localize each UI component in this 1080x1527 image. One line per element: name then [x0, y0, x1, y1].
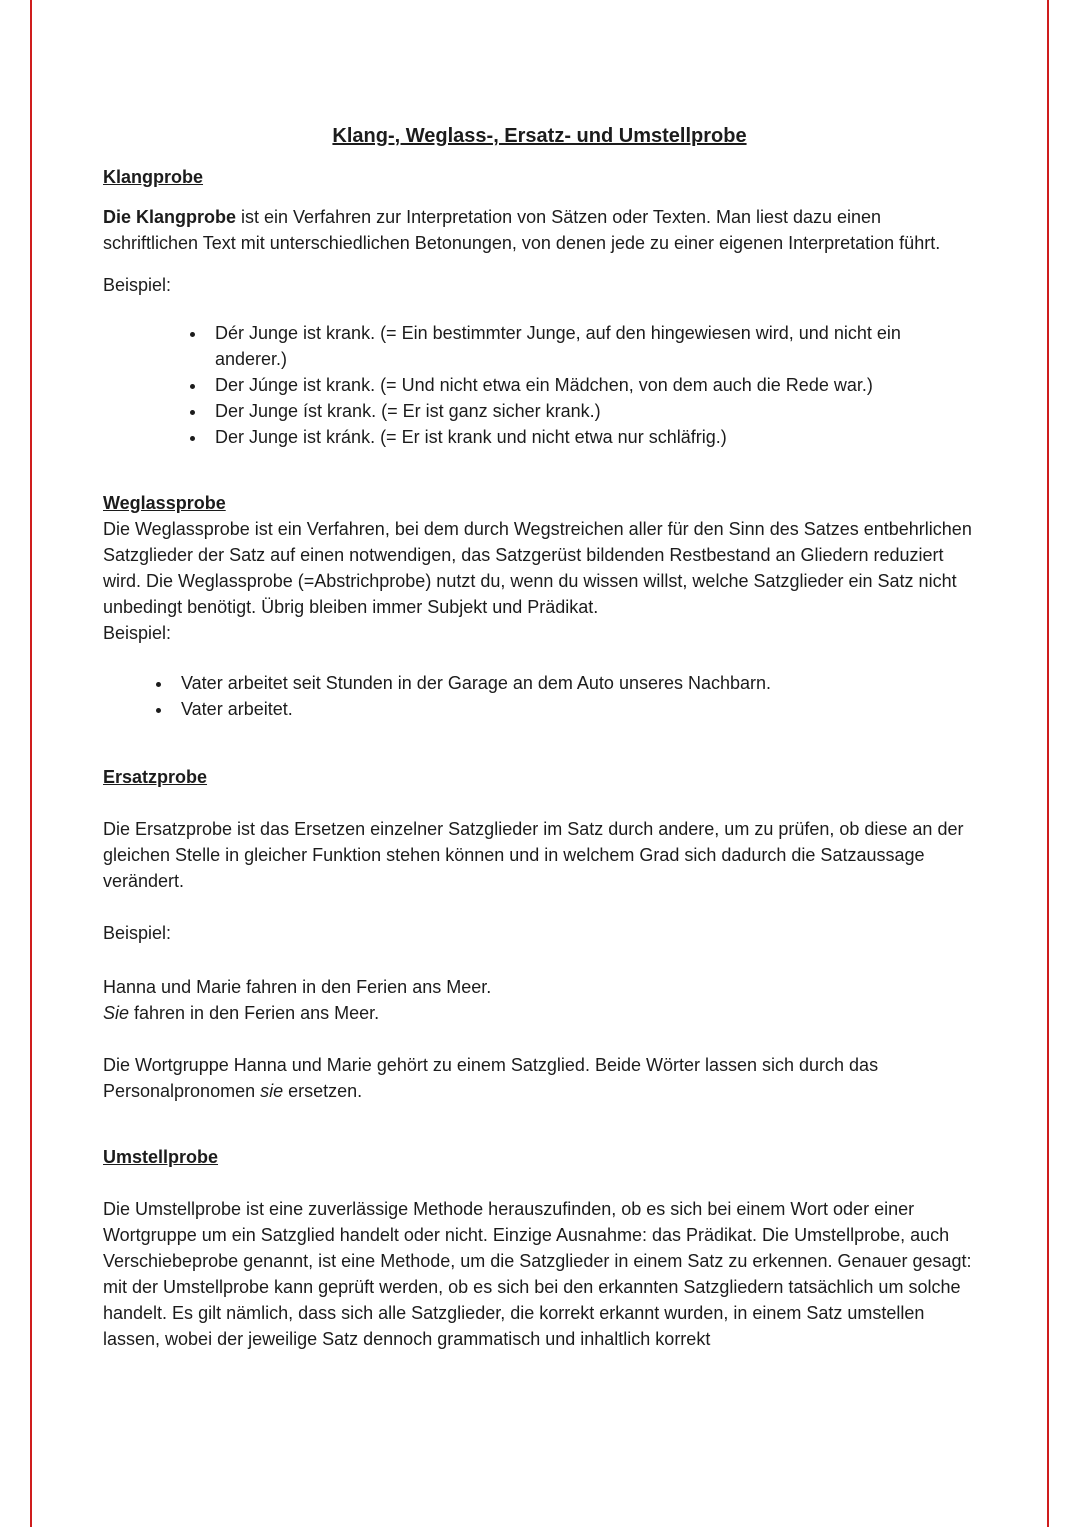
- ersatzprobe-body: Die Ersatzprobe ist das Ersetzen einzelner Satzglieder im Satz durch andere, um zu prüfen, ob diese an der gleichen Stelle in gleicher Funktion stehen können und in welchem Grad sich dadurch die Satzaussage verändert.: [103, 819, 964, 891]
- klangprobe-intro: [103, 204, 976, 256]
- right-margin-line: [1047, 0, 1049, 1527]
- document-content: [103, 122, 976, 1352]
- klangprobe-beispiel-label: Beispiel:: [103, 275, 172, 295]
- ersatzprobe-beispiel-label: Beispiel:: [103, 923, 172, 943]
- ersatzprobe-note-part2: ersetzen.: [283, 1081, 363, 1101]
- ersatzprobe-note-italic: sie: [260, 1081, 284, 1101]
- ersatzprobe-example-pronoun: Sie: [103, 1003, 130, 1023]
- heading-ersatzprobe: Ersatzprobe: [103, 767, 208, 787]
- list-item: • Der Junge íst krank. (= Er ist ganz sicher krank.): [207, 398, 976, 424]
- ersatzprobe-example-line2-rest: fahren in den Ferien ans Meer.: [129, 1003, 380, 1023]
- umstellprobe-body: Die Umstellprobe ist eine zuverlässige Methode herauszufinden, ob es sich bei einem Wort oder einer Wortgruppe um ein Satzglied handelt oder nicht. Einzige Ausnahme: das Prädikat. Die Umstellprobe, auch Verschiebeprobe genannt, ist eine Methode, um die Satzglieder in einem Satz zu erkennen. Genauer gesagt: mit der Umstellprobe kann geprüft werden, ob es sich bei den erkannten Satzgliedern tatsächlich um solche handelt. Es gilt nämlich, dass sich alle Satzglieder, die korrekt erkannt wurden, in einem Satz umstellen lassen, wobei der jeweilige Satz dennoch grammatisch und inhaltlich korrekt: [103, 1199, 972, 1349]
- weglassprobe-body: Die Weglassprobe ist ein Verfahren, bei dem durch Wegstreichen aller für den Sinn des Satzes entbehrlichen Satzglieder der Satz auf einen notwendigen, das Satzgerüst bildenden Restbestand an Gliedern reduziert wird. Die Weglassprobe (=Abstrichprobe) nutzt du, wenn du wissen willst, welche Satzglieder ein Satz nicht unbedingt benötigt. Übrig bleiben immer Subjekt und Prädikat.: [103, 519, 972, 617]
- klangprobe-intro-bold: Die Klangprobe: [103, 207, 237, 227]
- document-title: Klang-, Weglass-, Ersatz- und Umstellprobe: [332, 125, 747, 147]
- left-margin-line: [30, 0, 32, 1527]
- ersatzprobe-example-line1: Hanna und Marie fahren in den Ferien ans Meer.: [103, 977, 492, 997]
- heading-weglassprobe: Weglassprobe: [103, 493, 226, 513]
- ersatzprobe-example: [103, 974, 976, 1026]
- ersatzprobe-note-part1: Die Wortgruppe Hanna und Marie gehört zu einem Satzglied. Beide Wörter lassen sich durch das Personalpronomen: [103, 1055, 879, 1101]
- list-item: • Der Júnge ist krank. (= Und nicht etwa ein Mädchen, von dem auch die Rede war.): [207, 372, 976, 398]
- weglassprobe-beispiel-label: Beispiel:: [103, 623, 172, 643]
- list-item: • Der Junge ist kránk. (= Er ist krank und nicht etwa nur schläfrig.): [207, 424, 976, 450]
- klangprobe-bullet-list: [103, 320, 976, 450]
- list-item: • Vater arbeitet.: [173, 696, 976, 722]
- ersatzprobe-note: [103, 1052, 976, 1104]
- list-item: • Dér Junge ist krank. (= Ein bestimmter Junge, auf den hingewiesen wird, und nicht ein anderer.): [207, 320, 976, 372]
- weglassprobe-bullet-list: [103, 670, 976, 722]
- heading-klangprobe: Klangprobe: [103, 167, 204, 187]
- heading-umstellprobe: Umstellprobe: [103, 1147, 219, 1167]
- klangprobe-intro-rest: ist ein Verfahren zur Interpretation von Sätzen oder Texten. Man liest dazu einen schriftlichen Text mit unterschiedlichen Betonungen, von denen jede zu einer eigenen Interpretation führt.: [103, 207, 941, 253]
- list-item: • Vater arbeitet seit Stunden in der Garage an dem Auto unseres Nachbarn.: [173, 670, 976, 696]
